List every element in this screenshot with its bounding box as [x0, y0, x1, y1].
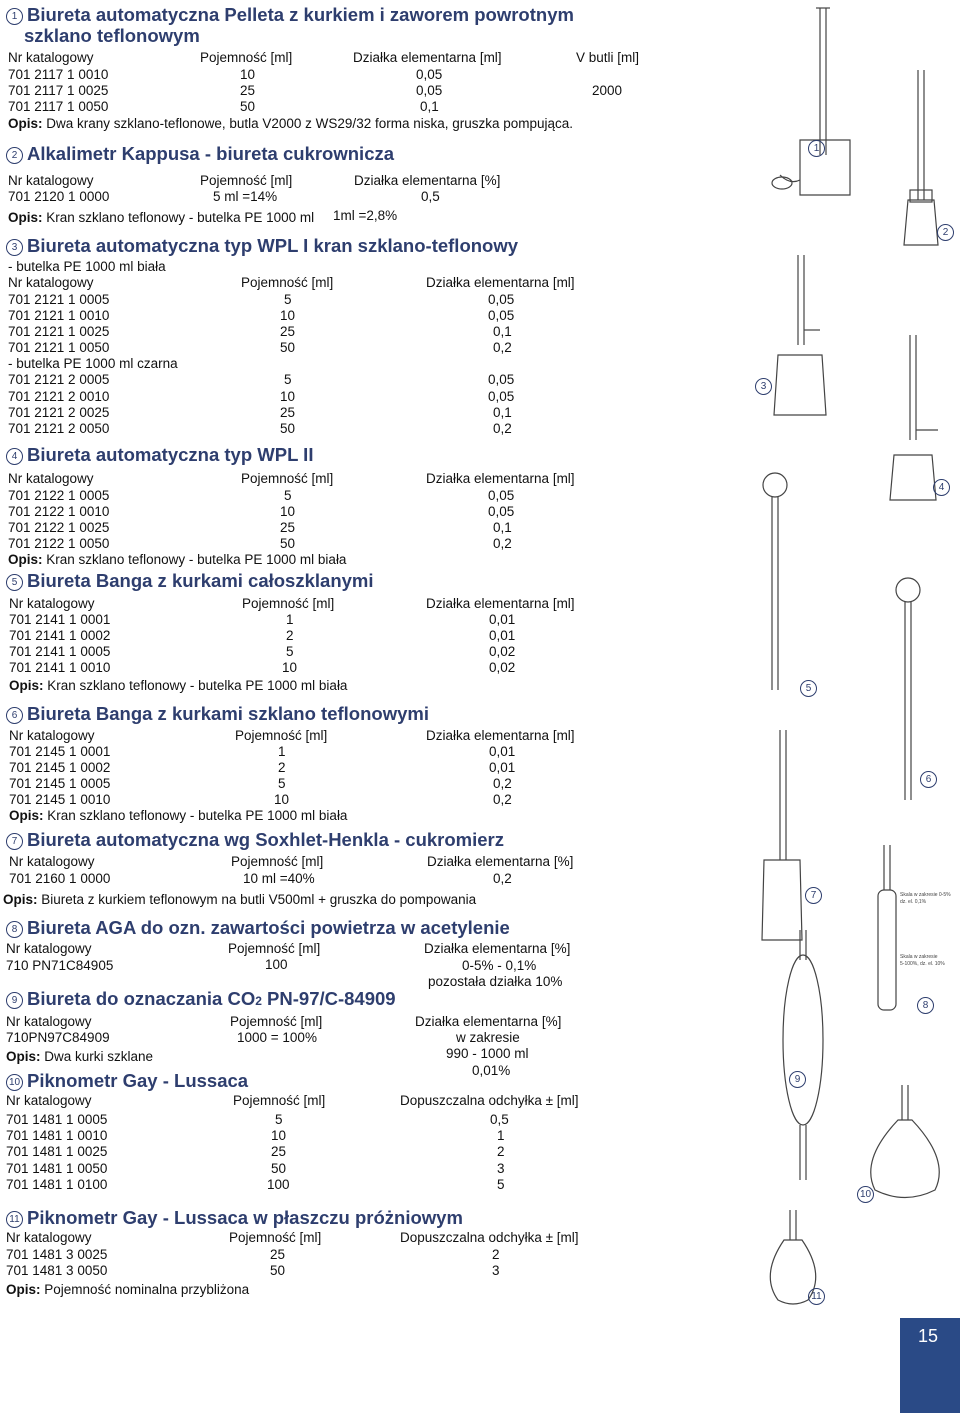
col-header: Pojemność [ml]	[230, 1014, 323, 1029]
pycnometer-11-drawing	[770, 1210, 815, 1304]
page-number-box	[900, 1318, 960, 1413]
table-cell: 0,01	[489, 628, 516, 643]
col-header: Pojemność [ml]	[235, 728, 328, 743]
table-cell: 0,05	[416, 67, 443, 82]
section-1-title: 1 Biureta automatyczna Pelleta z kurkiem i zaworem powrotnym	[6, 4, 574, 26]
section-number-1: 1	[6, 8, 23, 25]
table-cell: 0,05	[488, 372, 515, 387]
figure-marker-1: 1	[808, 140, 825, 157]
table-cell: 50	[280, 421, 296, 436]
table-cell: 100	[265, 957, 288, 972]
table-cell: w zakresie	[456, 1030, 520, 1045]
table-cell: 701 2121 1 0050	[8, 340, 110, 355]
col-header: Nr katalogowy	[6, 1230, 92, 1245]
table-cell: 0,2	[493, 871, 512, 886]
table-cell: 701 2141 1 0002	[9, 628, 111, 643]
section-7-title: 7 Biureta automatyczna wg Soxhlet-Henkla - cukromierz	[6, 829, 504, 851]
table-cell: 5	[275, 1112, 283, 1127]
table-cell: 0,01	[489, 612, 516, 627]
table-cell: 10	[280, 504, 296, 519]
table-cell: 701 2121 2 0010	[8, 389, 110, 404]
scale-label: Skala w zakresie	[900, 954, 938, 960]
table-cell: 10 ml =40%	[243, 871, 315, 886]
description: Opis: Kran szklano teflonowy - butelka PE 1000 ml	[8, 210, 315, 225]
col-header: Działka elementarna [%]	[424, 941, 571, 956]
table-cell: 701 1481 1 0010	[6, 1128, 108, 1143]
table-cell: 3	[497, 1161, 505, 1176]
table-cell: 701 1481 1 0100	[6, 1177, 108, 1192]
table-cell: 0,2	[493, 340, 512, 355]
table-cell: 25	[280, 324, 296, 339]
col-header: Nr katalogowy	[9, 596, 95, 611]
section-10-title: 10 Piknometr Gay - Lussaca	[6, 1070, 248, 1092]
table-cell: 2	[278, 760, 286, 775]
table-cell: 701 2117 1 0025	[8, 83, 109, 98]
table-cell: 701 2117 1 0050	[8, 99, 109, 114]
burette-5b-drawing	[896, 578, 920, 800]
subheading: - butelka PE 1000 ml biała	[8, 259, 166, 274]
table-cell: 2	[497, 1144, 505, 1159]
table-cell: 0,05	[488, 308, 515, 323]
extra-note: 1ml =2,8%	[333, 208, 398, 223]
table-cell: 0,01	[489, 744, 516, 759]
burette-9-drawing	[783, 930, 823, 1180]
table-cell: 0,2	[493, 536, 512, 551]
col-header: Działka elementarna [%]	[415, 1014, 562, 1029]
figure-marker-4: 4	[933, 479, 950, 496]
table-cell: 25	[240, 83, 256, 98]
table-cell: 0,1	[420, 99, 439, 114]
table-cell: 5	[284, 488, 292, 503]
col-header: Nr katalogowy	[9, 854, 95, 869]
col-header: Nr katalogowy	[8, 275, 94, 290]
table-cell: 701 2122 1 0050	[8, 536, 110, 551]
col-header: Działka elementarna [%]	[354, 173, 501, 188]
col-header: Pojemność [ml]	[233, 1093, 326, 1108]
description: Opis: Dwa krany szklano-teflonowe, butla V2000 z WS29/32 forma niska, gruszka pompująca.	[8, 116, 574, 131]
table-cell: 50	[280, 340, 296, 355]
table-cell: 2	[492, 1247, 500, 1262]
burette-3-drawing	[774, 255, 826, 415]
table-cell: 701 2122 1 0025	[8, 520, 110, 535]
table-cell: 701 1481 3 0050	[6, 1263, 108, 1278]
table-cell: 5	[284, 292, 292, 307]
table-cell: 0,1	[493, 405, 512, 420]
table-cell: 50	[270, 1263, 286, 1278]
table-cell: 1000 = 100%	[237, 1030, 317, 1045]
figure-marker-9: 9	[789, 1071, 806, 1088]
table-cell: 0-5% - 0,1%	[462, 958, 537, 973]
table-cell: 0,2	[493, 421, 512, 436]
col-header: Pojemność [ml]	[241, 471, 334, 486]
col-header: Nr katalogowy	[6, 1014, 92, 1029]
col-header: Pojemność [ml]	[228, 941, 321, 956]
table-cell: 50	[280, 536, 296, 551]
col-header: Działka elementarna [ml]	[426, 275, 575, 290]
section-5-title: 5 Biureta Banga z kurkami całoszklanymi	[6, 570, 374, 592]
burette-4-drawing	[890, 335, 938, 500]
table-cell: 701 1481 1 0050	[6, 1161, 108, 1176]
col-header: Działka elementarna [ml]	[426, 728, 575, 743]
table-cell: 701 2121 1 0005	[8, 292, 110, 307]
col-header: Nr katalogowy	[6, 941, 92, 956]
figure-marker-7: 7	[805, 887, 822, 904]
description: Opis: Kran szklano teflonowy - butelka PE 1000 ml biała	[9, 678, 348, 693]
col-header: Pojemność [ml]	[229, 1230, 322, 1245]
section-11-title: 11 Piknometr Gay - Lussaca w płaszczu próżniowym	[6, 1207, 463, 1229]
table-cell: 25	[280, 520, 296, 535]
table-cell: 701 1481 1 0025	[6, 1144, 108, 1159]
table-cell: 10	[282, 660, 298, 675]
col-header: Działka elementarna [%]	[427, 854, 574, 869]
col-header: Pojemność [ml]	[200, 173, 293, 188]
table-cell: 710 PN71C84905	[6, 958, 114, 973]
col-header: Dopuszczalna odchyłka ± [ml]	[400, 1230, 579, 1245]
burette-2-drawing	[904, 70, 938, 245]
pycnometer-10-drawing	[871, 1085, 939, 1198]
table-cell: 2000	[592, 83, 623, 98]
figure-marker-6: 6	[920, 771, 937, 788]
table-cell: 5 ml =14%	[213, 189, 278, 204]
burette-7-drawing	[762, 730, 802, 940]
table-cell: 25	[280, 405, 296, 420]
col-header: Nr katalogowy	[8, 471, 94, 486]
table-cell: 0,05	[488, 292, 515, 307]
col-header: Dopuszczalna odchyłka ± [ml]	[400, 1093, 579, 1108]
figure-marker-5: 5	[800, 680, 817, 697]
table-cell: 5	[286, 644, 294, 659]
col-header: Pojemność [ml]	[200, 50, 293, 65]
table-cell: 10	[274, 792, 290, 807]
table-cell: 701 2120 1 0000	[8, 189, 110, 204]
burette-8-drawing	[878, 845, 896, 1010]
table-cell: 0,05	[416, 83, 443, 98]
figure-marker-11: 11	[808, 1288, 825, 1305]
subheading: - butelka PE 1000 ml czarna	[8, 356, 178, 371]
figure-marker-8: 8	[917, 997, 934, 1014]
table-cell: 701 2145 1 0002	[9, 760, 111, 775]
table-cell: 701 2121 2 0025	[8, 405, 110, 420]
col-header: Pojemność [ml]	[241, 275, 334, 290]
table-cell: 701 2145 1 0005	[9, 776, 111, 791]
table-cell: 701 2141 1 0005	[9, 644, 111, 659]
col-header: Nr katalogowy	[6, 1093, 92, 1108]
extra-note: pozostała działka 10%	[428, 974, 563, 989]
table-cell: 0,2	[493, 776, 512, 791]
table-cell: 2	[286, 628, 294, 643]
table-cell: 0,1	[493, 324, 512, 339]
col-header: V butli [ml]	[576, 50, 640, 65]
col-header: Nr katalogowy	[9, 728, 95, 743]
table-cell: 50	[271, 1161, 287, 1176]
section-9-title: 9 Biureta do oznaczania CO2 PN-97/C-84909	[6, 988, 396, 1010]
table-cell: 0,2	[493, 792, 512, 807]
table-cell: 701 2122 1 0010	[8, 504, 110, 519]
table-cell: 1	[278, 744, 286, 759]
col-header: Pojemność [ml]	[231, 854, 324, 869]
table-cell: 701 2122 1 0005	[8, 488, 110, 503]
page-number: 15	[917, 1326, 939, 1346]
table-cell: 0,02	[489, 644, 516, 659]
table-cell: 100	[267, 1177, 290, 1192]
section-6-title: 6 Biureta Banga z kurkami szklano teflonowymi	[6, 703, 429, 725]
section-4-title: 4 Biureta automatyczna typ WPL II	[6, 444, 313, 466]
table-cell: 701 2160 1 0000	[9, 871, 111, 886]
table-cell: 5	[497, 1177, 505, 1192]
table-cell: 3	[492, 1263, 500, 1278]
table-cell: 0,5	[421, 189, 440, 204]
table-cell: 10	[240, 67, 256, 82]
figure-marker-2: 2	[937, 224, 954, 241]
table-cell: 10	[280, 308, 296, 323]
table-cell: 701 2121 1 0025	[8, 324, 110, 339]
table-cell: 5	[284, 372, 292, 387]
table-cell: 5	[278, 776, 286, 791]
table-cell: 701 2121 2 0050	[8, 421, 110, 436]
table-cell: 701 2141 1 0001	[9, 612, 111, 627]
col-header: Działka elementarna [ml]	[353, 50, 502, 65]
table-cell: 0,05	[488, 488, 515, 503]
table-cell: 1	[497, 1128, 505, 1143]
table-cell: 25	[270, 1247, 286, 1262]
table-cell: 701 2141 1 0010	[9, 660, 111, 675]
description: Opis: Kran szklano teflonowy - butelka PE 1000 ml biała	[9, 808, 348, 823]
table-cell: 25	[271, 1144, 287, 1159]
table-cell: 0,5	[490, 1112, 509, 1127]
table-cell: 50	[240, 99, 256, 114]
table-cell: 701 2121 1 0010	[8, 308, 110, 323]
table-cell: 1	[286, 612, 294, 627]
table-cell: 701 1481 3 0025	[6, 1247, 108, 1262]
section-2-title: 2 Alkalimetr Kappusa - biureta cukrownicza	[6, 143, 394, 165]
burette-1-drawing	[772, 8, 850, 195]
figure-marker-3: 3	[755, 378, 772, 395]
table-cell: 701 2145 1 0010	[9, 792, 111, 807]
table-cell: 0,05	[488, 504, 515, 519]
table-cell: 10	[280, 389, 296, 404]
table-cell: 701 1481 1 0005	[6, 1112, 108, 1127]
burette-5-drawing	[763, 473, 787, 690]
description: Opis: Dwa kurki szklane	[6, 1049, 154, 1064]
extra-note: 0,01%	[472, 1063, 511, 1078]
table-cell: 701 2121 2 0005	[8, 372, 110, 387]
figure-marker-10: 10	[857, 1186, 874, 1203]
table-cell: 701 2145 1 0001	[9, 744, 111, 759]
section-1-title-line2: szklano teflonowym	[24, 25, 200, 46]
section-8-title: 8 Biureta AGA do ozn. zawartości powietrza w acetylenie	[6, 917, 510, 939]
table-cell: 701 2117 1 0010	[8, 67, 109, 82]
scale-label: Skala w zakresie 0-5%	[900, 892, 951, 898]
section-3-title: 3 Biureta automatyczna typ WPL I kran szklano-teflonowy	[6, 235, 518, 257]
description: Opis: Pojemność nominalna przybliżona	[6, 1282, 250, 1297]
table-cell: 0,02	[489, 660, 516, 675]
col-header: Nr katalogowy	[8, 50, 94, 65]
table-cell: 0,1	[493, 520, 512, 535]
col-header: Działka elementarna [ml]	[426, 596, 575, 611]
col-header: Działka elementarna [ml]	[426, 471, 575, 486]
table-cell: 0,05	[488, 389, 515, 404]
glassware-illustrations	[760, 0, 960, 1310]
table-cell: 710PN97C84909	[6, 1030, 110, 1045]
col-header: Pojemność [ml]	[242, 596, 335, 611]
scale-label: dz. el. 0,1%	[900, 899, 927, 905]
description: Opis: Biureta z kurkiem teflonowym na butli V500ml + gruszka do pompowania	[3, 892, 477, 907]
scale-label: 5-100%, dz. el. 10%	[900, 961, 945, 967]
extra-note: 990 - 1000 ml	[446, 1046, 529, 1061]
col-header: Nr katalogowy	[8, 173, 94, 188]
description: Opis: Kran szklano teflonowy - butelka PE 1000 ml biała	[8, 552, 347, 567]
table-cell: 10	[271, 1128, 287, 1143]
table-cell: 0,01	[489, 760, 516, 775]
